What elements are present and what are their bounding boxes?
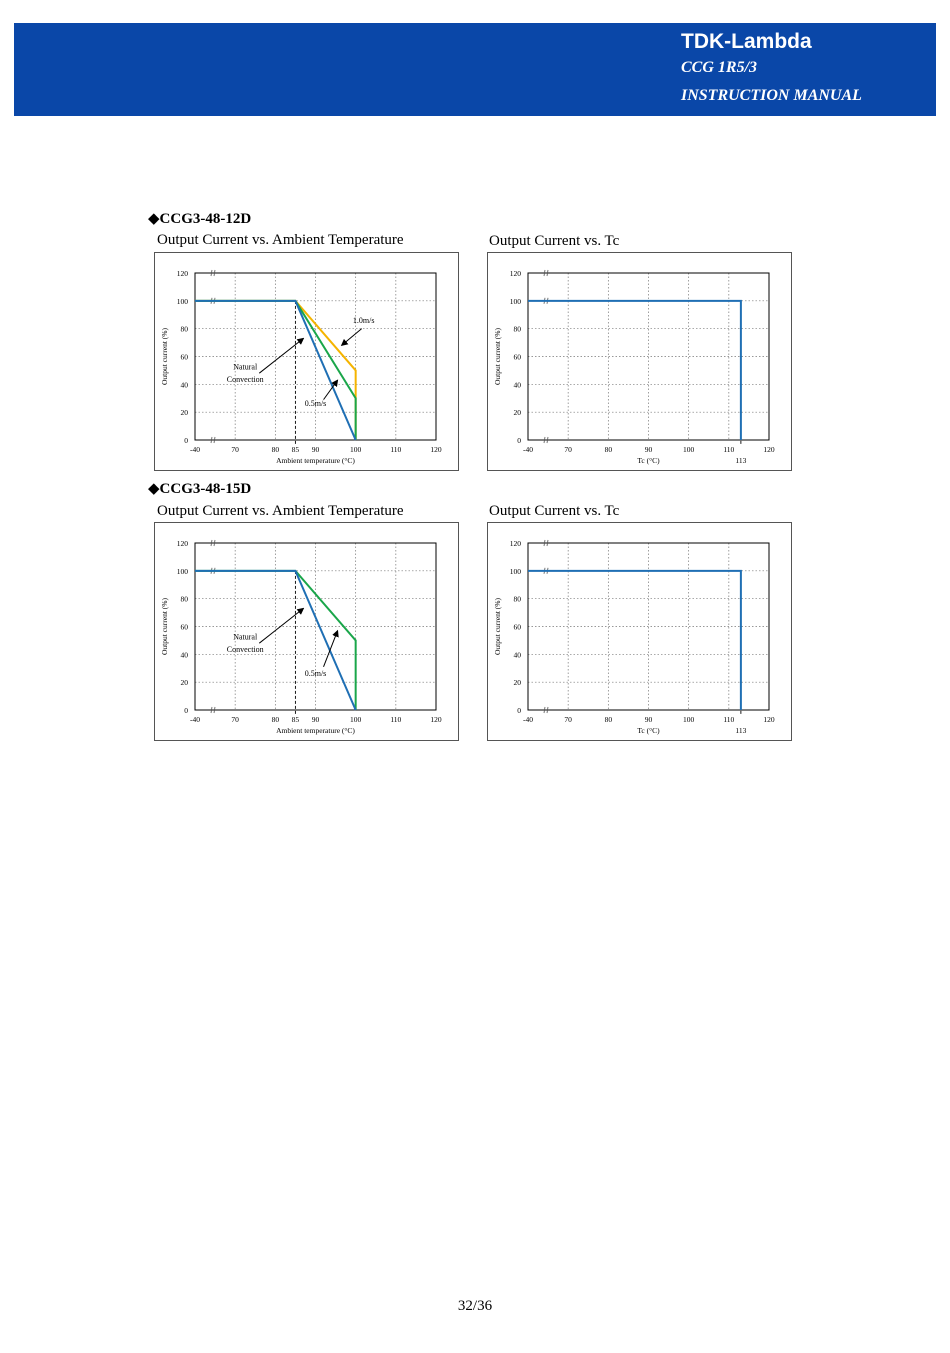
x-tick-label: 120: [763, 445, 775, 454]
y-tick-label: 100: [176, 566, 188, 576]
chart-svg: [155, 523, 460, 742]
x-tick-label: 80: [604, 715, 613, 724]
y-tick-label: 40: [513, 380, 521, 390]
x-tick-label: 90: [311, 715, 320, 724]
page-number: 32/36: [457, 1298, 493, 1314]
x-tick-label: 70: [564, 445, 572, 454]
annotation-label: Natural: [233, 632, 258, 642]
y-tick-label: 60: [513, 622, 521, 632]
x-tick-label: 100: [350, 445, 362, 454]
annotation-arrow: [259, 338, 303, 373]
x-tick-label: 110: [390, 445, 402, 454]
series-line-tc: [528, 571, 741, 710]
y-tick-label: 80: [513, 594, 521, 604]
series-line-natural-convection: [195, 571, 356, 710]
y-tick-label: 80: [180, 594, 188, 604]
chart-ambient-12d: [154, 252, 459, 471]
series-line-tc: [528, 301, 741, 440]
x-tick-label: 120: [763, 715, 775, 724]
y-tick-label: 20: [180, 408, 188, 418]
chart-tc-15d: [487, 522, 792, 741]
x-axis-label: Ambient temperature (°C): [276, 456, 355, 465]
y-tick-label: 100: [509, 566, 521, 576]
x-tick-label: -40: [523, 715, 533, 724]
x-tick-label: -40: [523, 445, 533, 454]
section-title-15d: ◆CCG3-48-15D: [148, 481, 252, 497]
y-tick-label: 100: [176, 296, 188, 306]
x-tick-label: -40: [190, 445, 200, 454]
x-tick-label: 100: [683, 715, 695, 724]
x-tick-label: 120: [430, 445, 442, 454]
x-tick-label: 90: [644, 445, 653, 454]
model-name: CCG 1R5/3: [681, 59, 758, 76]
x-extra-tick-label: 113: [735, 726, 747, 735]
y-tick-label: 120: [176, 269, 188, 278]
annotation-label: 1.0m/s: [352, 316, 375, 326]
y-axis-label: Output current (%): [493, 327, 502, 386]
chart-svg: [155, 253, 460, 472]
x-tick-label: 110: [723, 715, 735, 724]
x-tick-label: 70: [564, 715, 572, 724]
chart-3-title: Output Current vs. Ambient Temperature: [157, 503, 404, 519]
x-tick-label: 85: [291, 715, 300, 724]
y-axis-label: Output current (%): [160, 327, 169, 386]
y-tick-label: 0: [184, 436, 188, 445]
y-tick-label: 20: [513, 678, 521, 688]
x-tick-label: -40: [190, 715, 200, 724]
chart-4-title: Output Current vs. Tc: [489, 503, 620, 519]
annotation-label: 0.5m/s: [304, 398, 327, 408]
y-tick-label: 80: [180, 324, 188, 334]
chart-1-title: Output Current vs. Ambient Temperature: [157, 232, 404, 248]
y-tick-label: 60: [180, 352, 188, 362]
x-tick-label: 85: [291, 445, 300, 454]
manual-title: INSTRUCTION MANUAL: [681, 87, 862, 104]
annotation-label: 0.5m/s: [304, 668, 327, 678]
series-line-1-0m-s: [195, 301, 356, 440]
series-line-natural-convection: [195, 301, 356, 440]
x-axis-label: Tc (°C): [637, 456, 660, 465]
x-tick-label: 70: [231, 445, 239, 454]
y-tick-label: 120: [509, 269, 521, 278]
y-tick-label: 120: [176, 539, 188, 548]
y-tick-label: 40: [180, 650, 188, 660]
annotation-arrow: [342, 329, 362, 346]
x-extra-tick-label: 113: [735, 456, 747, 465]
y-tick-label: 100: [509, 296, 521, 306]
x-axis-label: Ambient temperature (°C): [276, 726, 355, 735]
chart-tc-12d: [487, 252, 792, 471]
y-tick-label: 40: [513, 650, 521, 660]
x-tick-label: 110: [390, 715, 402, 724]
y-axis-label: Output current (%): [493, 597, 502, 656]
chart-2-title: Output Current vs. Tc: [489, 233, 620, 249]
brand-name: TDK-Lambda: [681, 30, 812, 53]
x-tick-label: 80: [604, 445, 613, 454]
y-tick-label: 40: [180, 380, 188, 390]
x-tick-label: 80: [271, 445, 280, 454]
x-tick-label: 100: [350, 715, 362, 724]
x-tick-label: 90: [311, 445, 320, 454]
y-tick-label: 0: [517, 436, 521, 445]
y-tick-label: 60: [180, 622, 188, 632]
y-axis-label: Output current (%): [160, 597, 169, 656]
annotation-label: Convection: [226, 375, 264, 385]
annotation-arrow: [259, 608, 303, 643]
series-line-0-5m-s: [195, 571, 356, 710]
chart-ambient-15d: [154, 522, 459, 741]
annotation-label: Convection: [226, 645, 264, 655]
x-tick-label: 80: [271, 715, 280, 724]
x-axis-label: Tc (°C): [637, 726, 660, 735]
x-tick-label: 100: [683, 445, 695, 454]
y-tick-label: 20: [513, 408, 521, 418]
annotation-label: Natural: [233, 362, 258, 372]
x-tick-label: 110: [723, 445, 735, 454]
chart-svg: [488, 523, 793, 742]
y-tick-label: 60: [513, 352, 521, 362]
x-tick-label: 70: [231, 715, 239, 724]
chart-svg: [488, 253, 793, 472]
x-tick-label: 120: [430, 715, 442, 724]
series-line-0-5m-s: [195, 301, 356, 440]
y-tick-label: 20: [180, 678, 188, 688]
y-tick-label: 0: [517, 706, 521, 715]
y-tick-label: 120: [509, 539, 521, 548]
y-tick-label: 80: [513, 324, 521, 334]
y-tick-label: 0: [184, 706, 188, 715]
x-tick-label: 90: [644, 715, 653, 724]
section-title-12d: ◆CCG3-48-12D: [148, 211, 252, 227]
